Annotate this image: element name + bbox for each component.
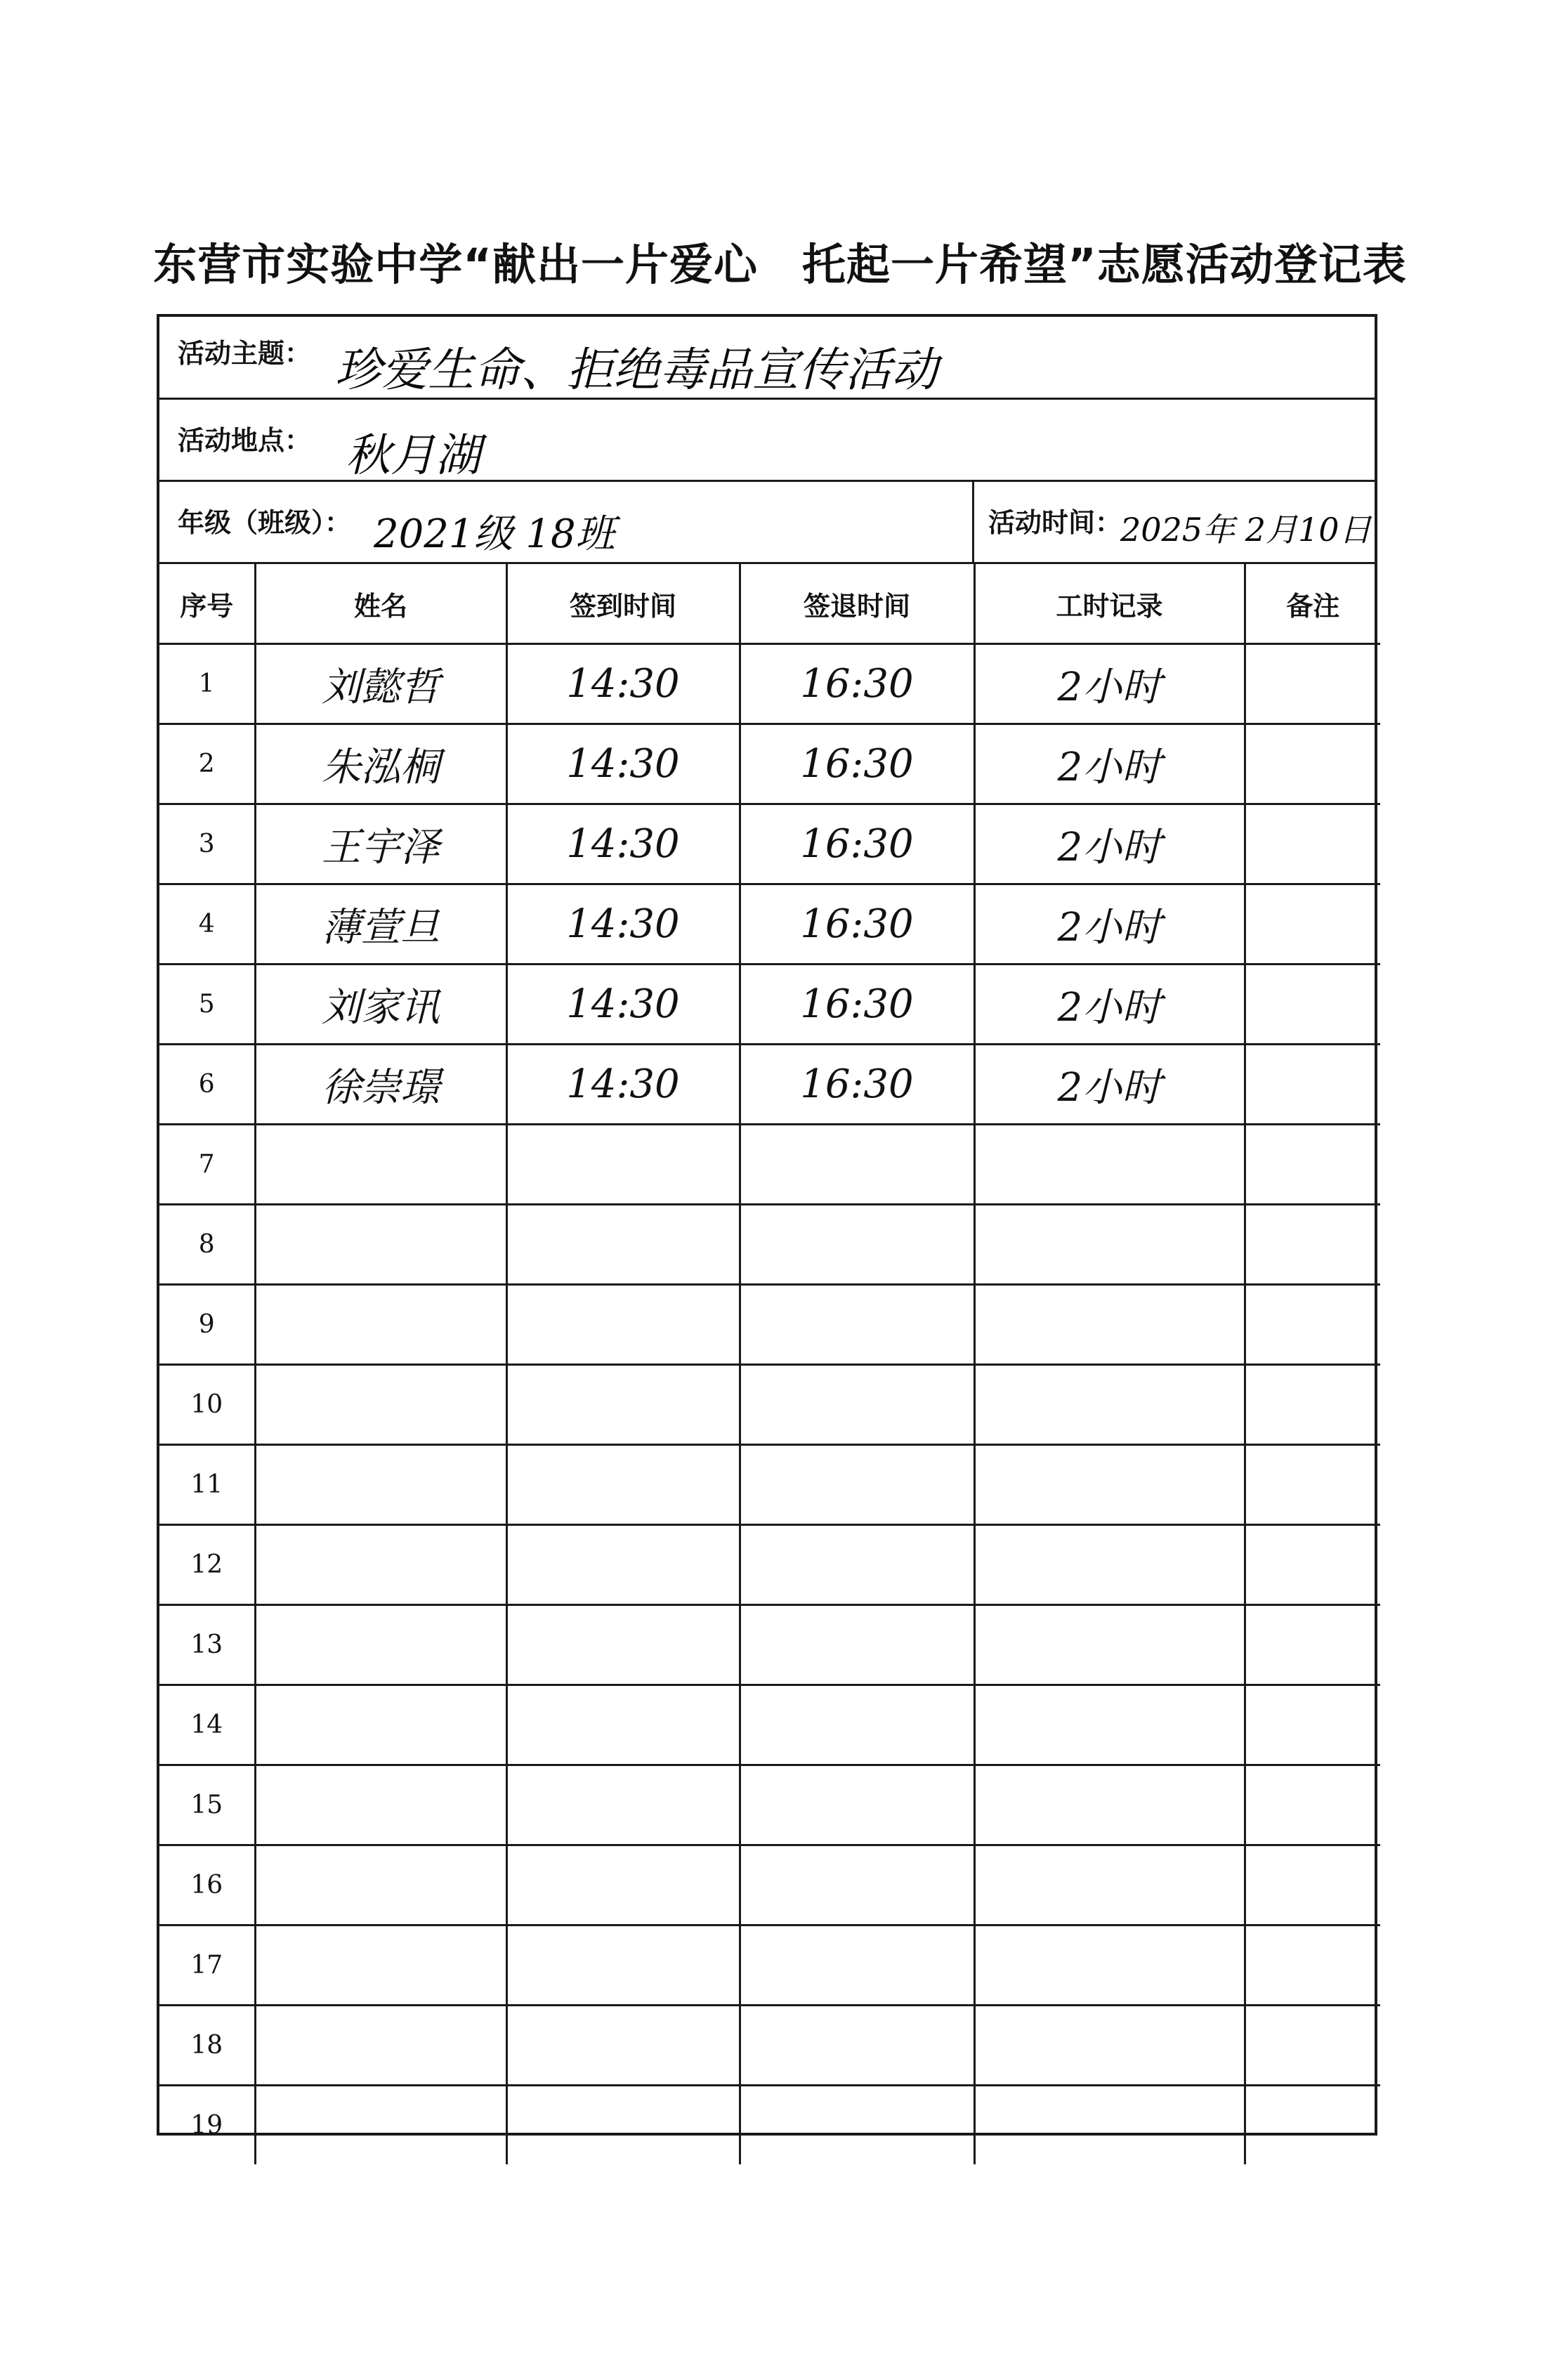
table-row [159, 1845, 1380, 1925]
sign-in-cell [506, 1205, 740, 1285]
sign-out-cell [740, 1845, 974, 1925]
seq-cell: 11 [159, 1445, 255, 1525]
sign-in-cell [506, 2086, 740, 2165]
sign-out-cell [740, 1685, 974, 1765]
sign-out-cell [740, 1285, 974, 1365]
table-row [159, 1365, 1380, 1445]
sign-out-cell [740, 1605, 974, 1685]
place-label: 活动地点： [178, 425, 312, 456]
table-row [159, 1765, 1380, 1845]
note-cell [1245, 1525, 1380, 1605]
name-cell [255, 1365, 506, 1445]
hours-cell: 2小时 [974, 644, 1245, 724]
table-row [159, 644, 1380, 724]
table-row [159, 1925, 1380, 2006]
note-cell [1245, 1125, 1380, 1205]
note-cell [1245, 1445, 1380, 1525]
seq-cell: 14 [159, 1685, 255, 1765]
sign-in-cell [506, 1125, 740, 1205]
hours-cell: 2小时 [974, 1045, 1245, 1125]
sign-in-cell [506, 2006, 740, 2086]
sign-in-cell [506, 1445, 740, 1525]
note-cell [1245, 965, 1380, 1045]
header-sign-in-time: 签到时间 [506, 564, 740, 644]
sign-out-cell [740, 1765, 974, 1845]
sign-in-cell: 14:30 [506, 1045, 740, 1125]
note-cell [1245, 2006, 1380, 2086]
name-cell [255, 1525, 506, 1605]
form-title: 东营市实验中学“献出一片爱心 托起一片希望”志愿活动登记表 [153, 239, 1407, 290]
sign-in-cell: 14:30 [506, 965, 740, 1045]
sign-in-cell: 14:30 [506, 644, 740, 724]
seq-cell: 4 [159, 884, 255, 965]
note-cell [1245, 1285, 1380, 1365]
name-cell [255, 1285, 506, 1365]
sign-out-cell: 16:30 [740, 724, 974, 804]
note-cell [1245, 644, 1380, 724]
class-time-row [159, 482, 1375, 564]
hours-cell [974, 1685, 1245, 1765]
sign-out-cell: 16:30 [740, 884, 974, 965]
table-row [159, 884, 1380, 965]
hours-cell [974, 1205, 1245, 1285]
hours-cell [974, 1605, 1245, 1685]
hours-cell [974, 1525, 1245, 1605]
sign-out-cell: 16:30 [740, 965, 974, 1045]
seq-cell: 13 [159, 1605, 255, 1685]
header-sign-out-time: 签退时间 [740, 564, 974, 644]
table-row [159, 1525, 1380, 1605]
sign-out-cell [740, 1925, 974, 2006]
header-hours-record: 工时记录 [974, 564, 1245, 644]
seq-cell: 3 [159, 804, 255, 884]
sign-in-cell [506, 1365, 740, 1445]
seq-cell: 9 [159, 1285, 255, 1365]
register-table [159, 564, 1380, 2164]
name-cell: 徐崇璟 [255, 1045, 506, 1125]
header-seq: 序号 [159, 564, 255, 644]
note-cell [1245, 804, 1380, 884]
table-row [159, 2006, 1380, 2086]
table-row [159, 965, 1380, 1045]
hours-cell [974, 1925, 1245, 2006]
name-cell: 薄萱旦 [255, 884, 506, 965]
hours-cell [974, 1765, 1245, 1845]
table-row [159, 1285, 1380, 1365]
sign-out-cell [740, 1525, 974, 1605]
seq-cell: 7 [159, 1125, 255, 1205]
name-cell [255, 1765, 506, 1845]
note-cell [1245, 1685, 1380, 1765]
header-name: 姓名 [255, 564, 506, 644]
seq-cell: 6 [159, 1045, 255, 1125]
note-cell [1245, 724, 1380, 804]
note-cell [1245, 1765, 1380, 1845]
name-cell [255, 1845, 506, 1925]
hours-cell: 2小时 [974, 804, 1245, 884]
sign-in-cell [506, 1285, 740, 1365]
place-row [159, 400, 1375, 482]
sign-out-cell [740, 2086, 974, 2165]
hours-cell: 2小时 [974, 965, 1245, 1045]
seq-cell: 8 [159, 1205, 255, 1285]
seq-cell: 5 [159, 965, 255, 1045]
seq-cell: 16 [159, 1845, 255, 1925]
seq-cell: 17 [159, 1925, 255, 2006]
table-row [159, 1125, 1380, 1205]
seq-cell: 1 [159, 644, 255, 724]
name-cell: 朱泓桐 [255, 724, 506, 804]
hours-cell: 2小时 [974, 724, 1245, 804]
name-cell [255, 1445, 506, 1525]
sign-in-cell [506, 1765, 740, 1845]
note-cell [1245, 1605, 1380, 1685]
sign-in-cell [506, 1925, 740, 2006]
name-cell [255, 1605, 506, 1685]
name-cell [255, 1925, 506, 2006]
time-label: 活动时间： [988, 507, 1122, 538]
sign-out-cell [740, 1445, 974, 1525]
row-divider [972, 482, 974, 562]
table-row [159, 1045, 1380, 1125]
table-row [159, 1445, 1380, 1525]
place-value: 秋月湖 [346, 430, 480, 482]
sign-out-cell: 16:30 [740, 804, 974, 884]
note-cell [1245, 1925, 1380, 2006]
seq-cell: 2 [159, 724, 255, 804]
note-cell [1245, 1045, 1380, 1125]
theme-value: 珍爱生命、拒绝毒品宣传活动 [335, 343, 938, 397]
hours-cell [974, 1445, 1245, 1525]
sign-out-cell [740, 1205, 974, 1285]
seq-cell: 15 [159, 1765, 255, 1845]
class-value: 2021级 18班 [374, 511, 615, 557]
hours-cell [974, 1365, 1245, 1445]
table-row [159, 1685, 1380, 1765]
note-cell [1245, 2086, 1380, 2165]
seq-cell: 18 [159, 2006, 255, 2086]
sign-in-cell [506, 1525, 740, 1605]
sign-out-cell: 16:30 [740, 644, 974, 724]
header-remarks: 备注 [1245, 564, 1380, 644]
seq-cell: 10 [159, 1365, 255, 1445]
hours-cell [974, 2006, 1245, 2086]
time-value: 2025年 2月10日 [1120, 511, 1372, 549]
note-cell [1245, 884, 1380, 965]
sign-in-cell [506, 1685, 740, 1765]
name-cell: 刘懿哲 [255, 644, 506, 724]
name-cell: 王宇泽 [255, 804, 506, 884]
hours-cell [974, 2086, 1245, 2165]
sign-in-cell [506, 1605, 740, 1685]
sign-out-cell [740, 2006, 974, 2086]
table-row [159, 804, 1380, 884]
hours-cell [974, 1845, 1245, 1925]
hours-cell: 2小时 [974, 884, 1245, 965]
note-cell [1245, 1845, 1380, 1925]
hours-cell [974, 1125, 1245, 1205]
table-row [159, 1605, 1380, 1685]
class-label: 年级（班级）： [178, 507, 352, 538]
sign-in-cell [506, 1845, 740, 1925]
sign-in-cell: 14:30 [506, 884, 740, 965]
table-row [159, 724, 1380, 804]
name-cell: 刘家讯 [255, 965, 506, 1045]
name-cell [255, 2006, 506, 2086]
header-row [159, 564, 1380, 644]
hours-cell [974, 1285, 1245, 1365]
sign-out-cell: 16:30 [740, 1045, 974, 1125]
note-cell [1245, 1365, 1380, 1445]
sign-out-cell [740, 1125, 974, 1205]
seq-cell: 12 [159, 1525, 255, 1605]
theme-row [159, 317, 1375, 400]
name-cell [255, 1685, 506, 1765]
table-row [159, 2086, 1380, 2165]
note-cell [1245, 1205, 1380, 1285]
name-cell [255, 1205, 506, 1285]
name-cell [255, 2086, 506, 2165]
table-row [159, 1205, 1380, 1285]
sign-in-cell: 14:30 [506, 724, 740, 804]
name-cell [255, 1125, 506, 1205]
theme-label: 活动主题： [178, 338, 312, 369]
sign-out-cell [740, 1365, 974, 1445]
seq-cell: 19 [159, 2086, 255, 2165]
registration-form [157, 314, 1377, 2140]
sign-in-cell: 14:30 [506, 804, 740, 884]
